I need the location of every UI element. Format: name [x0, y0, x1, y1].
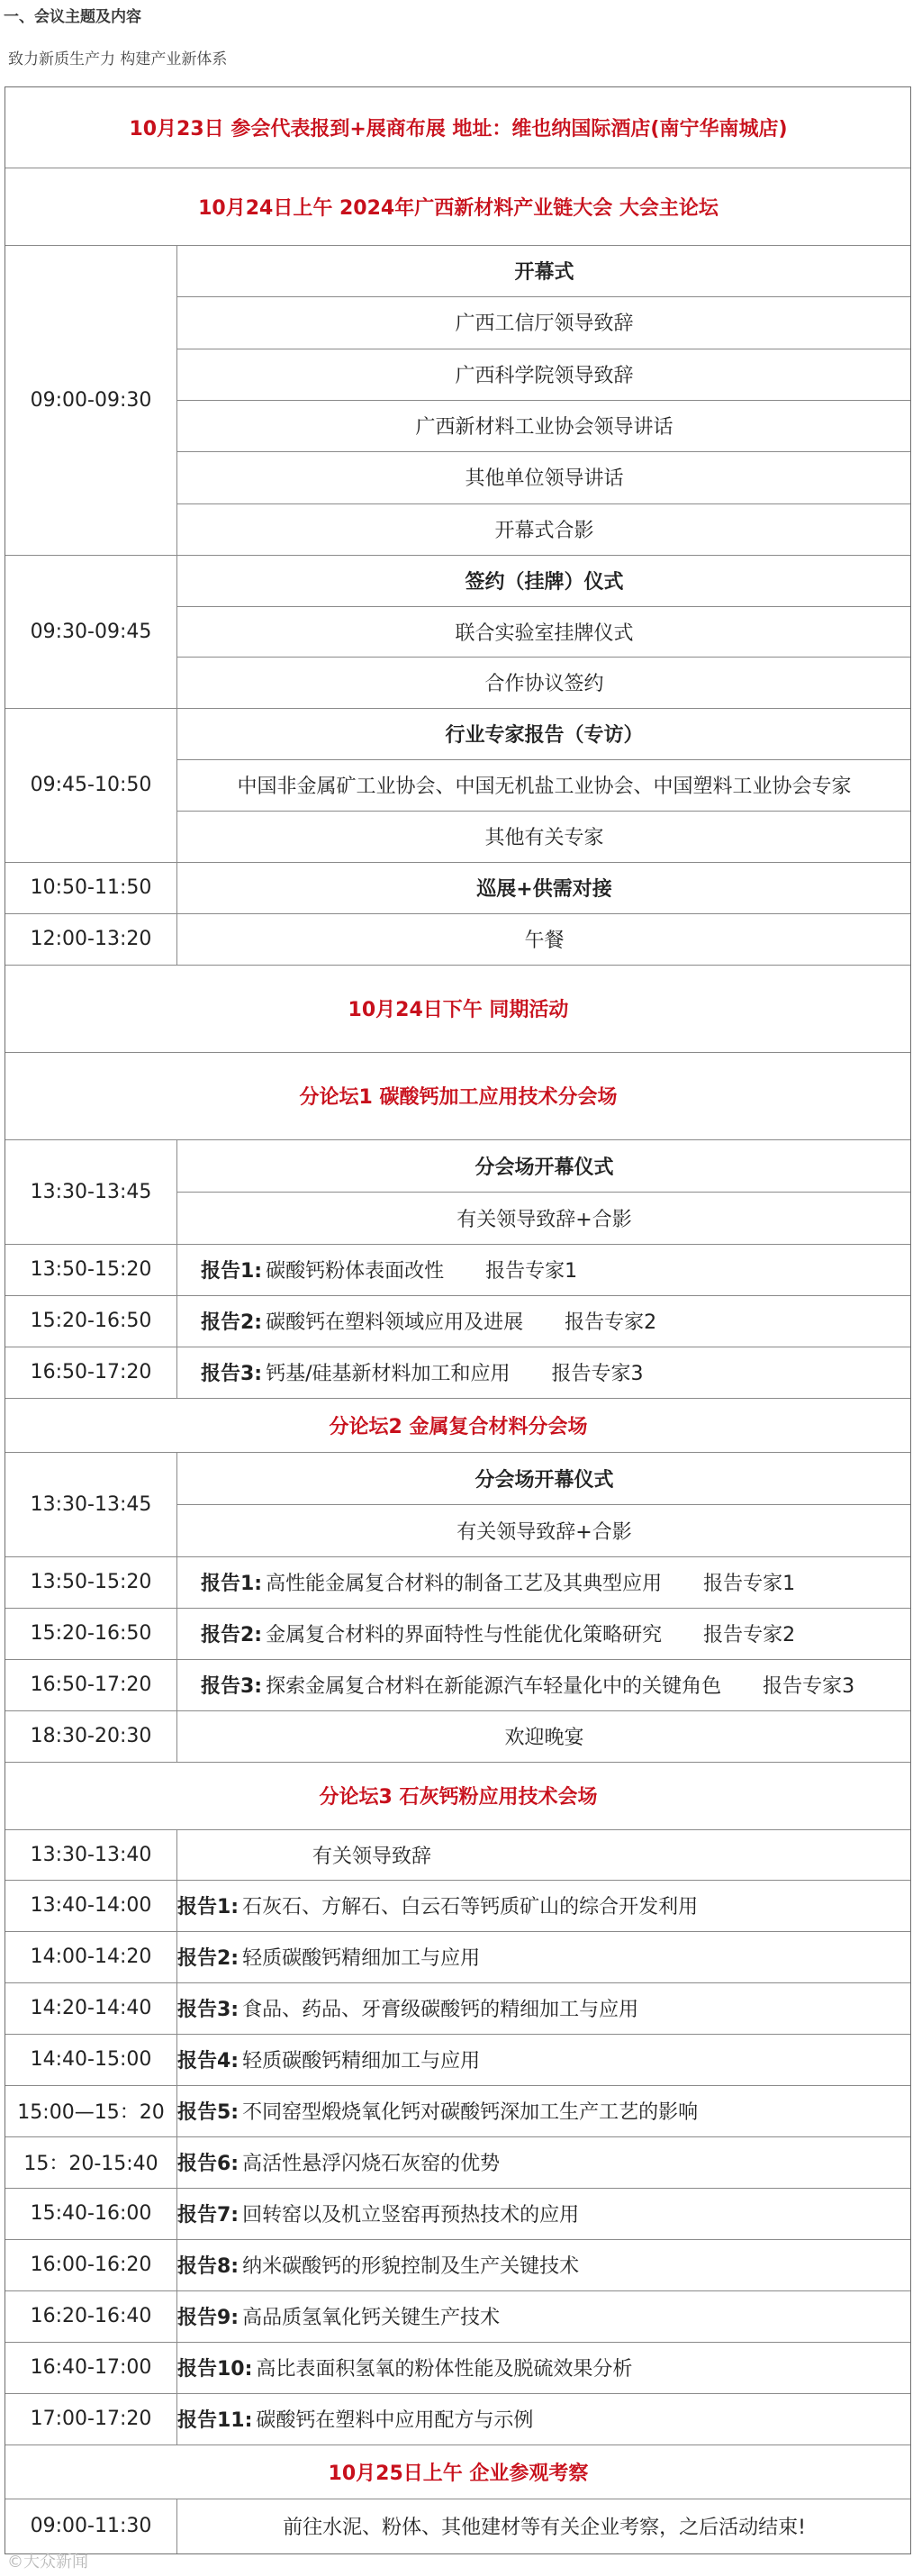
report-label: 报告2:: [201, 1624, 263, 1646]
agenda-item: 联合实验室挂牌仪式: [455, 622, 634, 645]
agenda-item: 欢迎晚宴: [504, 1727, 584, 1749]
agenda-item: 其他单位领导讲话: [465, 467, 624, 490]
watermark-text: ©大众新闻: [7, 2553, 88, 2571]
agenda-item: 有关领导致辞: [312, 1845, 432, 1868]
time-slot: 16:20-16:40: [30, 2305, 152, 2327]
agenda-item: 有关领导致辞+合影: [456, 1208, 632, 1231]
agenda-item: 广西新材料工业协会领导讲话: [415, 416, 673, 439]
report-label: 报告4:: [177, 2050, 240, 2073]
report-expert: 报告专家2: [703, 1624, 796, 1646]
section-banner: 10月23日 参会代表报到+展商布展 地址：维也纳国际酒店(南宁华南城店): [129, 117, 788, 141]
report-title: 钙基/硅基新材料加工和应用: [266, 1363, 511, 1385]
time-slot: 13:30-13:40: [30, 1843, 152, 1866]
time-slot: 16:50-17:20: [30, 1673, 152, 1696]
report-label: 报告5:: [177, 2101, 240, 2124]
time-slot: 15:20-16:50: [30, 1622, 152, 1645]
report-title: 轻质碳酸钙精细加工与应用: [242, 1947, 481, 1970]
agenda-item: 午餐: [524, 930, 565, 952]
agenda-item-title: 分会场开幕仪式: [475, 1156, 614, 1179]
agenda-item: 巡展+供需对接: [476, 878, 612, 901]
report-label: 报告1:: [201, 1260, 263, 1283]
time-slot: 14:40-15:00: [30, 2048, 152, 2071]
time-slot: 18:30-20:30: [30, 1725, 152, 1747]
report-expert: 报告专家3: [551, 1363, 644, 1385]
report-label: 报告10:: [177, 2358, 253, 2381]
report-label: 报告1:: [201, 1573, 263, 1595]
time-slot: 13:30-13:45: [30, 1180, 152, 1203]
time-slot: 12:00-13:20: [30, 928, 152, 950]
time-slot: 15:40-16:00: [30, 2202, 152, 2225]
time-slot: 13:40-14:00: [30, 1894, 152, 1917]
section-banner: 10月25日上午 企业参观考察: [328, 2462, 589, 2485]
report-title: 回转窑以及机立竖窑再预热技术的应用: [242, 2204, 580, 2227]
section-banner: 分论坛2 金属复合材料分会场: [329, 1415, 588, 1438]
theme-subtitle: 致力新质生产力 构建产业新体系: [8, 50, 228, 68]
report-label: 报告6:: [177, 2153, 240, 2175]
report-title: 高活性悬浮闪烧石灰窑的优势: [242, 2153, 501, 2175]
report-title: 碳酸钙在塑料中应用配方与示例: [256, 2409, 534, 2432]
report-title: 高比表面积氢氧的粉体性能及脱硫效果分析: [256, 2358, 633, 2381]
time-slot: 13:30-13:45: [30, 1492, 152, 1516]
report-title: 探索金属复合材料在新能源汽车轻量化中的关键角色: [266, 1675, 722, 1698]
report-label: 报告2:: [177, 1947, 240, 1970]
agenda-item-title: 行业专家报告（专访）: [445, 724, 644, 747]
time-slot: 17:00-17:20: [30, 2408, 152, 2430]
report-label: 报告1:: [177, 1896, 240, 1918]
time-slot: 15:00—15：20: [17, 2101, 165, 2124]
report-title: 碳酸钙粉体表面改性: [266, 1260, 445, 1283]
report-expert: 报告专家3: [763, 1675, 855, 1698]
agenda-item: 合作协议签约: [484, 673, 604, 695]
time-slot: 13:50-15:20: [30, 1258, 152, 1281]
report-title: 不同窑型煅烧氧化钙对碳酸钙深加工生产工艺的影响: [242, 2101, 699, 2124]
time-slot: 16:40-17:00: [30, 2356, 152, 2379]
time-slot: 14:00-14:20: [30, 1946, 152, 1968]
table-frame: [5, 86, 911, 2554]
report-title: 碳酸钙在塑料领域应用及进展: [266, 1311, 524, 1334]
time-slot: 16:00-16:20: [30, 2254, 152, 2276]
report-label: 报告11:: [177, 2409, 253, 2432]
time-slot: 15：20-15:40: [23, 2153, 158, 2175]
time-slot: 09:00-11:30: [30, 2515, 152, 2537]
time-slot: 13:50-15:20: [30, 1571, 152, 1593]
time-slot: 10:50-11:50: [30, 876, 152, 899]
section-banner: 分论坛1 碳酸钙加工应用技术分会场: [299, 1086, 618, 1109]
agenda-item: 前往水泥、粉体、其他建材等有关企业考察，之后活动结束!: [283, 2517, 806, 2539]
agenda-item: 广西科学院领导致辞: [455, 365, 634, 387]
report-label: 报告3:: [177, 1999, 240, 2021]
agenda-item: 广西工信厅领导致辞: [455, 313, 634, 335]
agenda-item: 有关领导致辞+合影: [456, 1520, 632, 1544]
agenda-item: 其他有关专家: [484, 827, 604, 849]
agenda-item: 开幕式合影: [494, 520, 594, 542]
section-banner: 10月24日下午 同期活动: [348, 999, 569, 1021]
time-slot: 09:45-10:50: [30, 774, 152, 796]
section-heading: 一、会议主题及内容: [4, 8, 141, 26]
time-slot: 15:20-16:50: [30, 1310, 152, 1332]
section-banner: 10月24日上午 2024年广西新材料产业链大会 大会主论坛: [198, 196, 719, 220]
time-slot: 09:30-09:45: [30, 620, 152, 643]
report-title: 高品质氢氧化钙关键生产技术: [242, 2307, 501, 2329]
report-label: 报告8:: [177, 2255, 240, 2278]
report-label: 报告7:: [177, 2204, 240, 2227]
report-title: 金属复合材料的界面特性与性能优化策略研究: [266, 1624, 663, 1646]
time-slot: 16:50-17:20: [30, 1361, 152, 1383]
report-expert: 报告专家1: [703, 1573, 796, 1595]
report-label: 报告2:: [201, 1311, 263, 1334]
report-label: 报告3:: [201, 1675, 263, 1698]
report-title: 高性能金属复合材料的制备工艺及其典型应用: [266, 1573, 663, 1595]
section-banner: 分论坛3 石灰钙粉应用技术会场: [319, 1786, 598, 1809]
agenda-item-title: 签约（挂牌）仪式: [465, 571, 624, 594]
agenda-item-title: 分会场开幕仪式: [475, 1468, 614, 1492]
report-title: 食品、药品、牙膏级碳酸钙的精细加工与应用: [242, 1999, 639, 2021]
report-title: 纳米碳酸钙的形貌控制及生产关键技术: [242, 2255, 580, 2278]
agenda-item-title: 开幕式: [514, 261, 574, 284]
report-title: 轻质碳酸钙精细加工与应用: [242, 2050, 481, 2073]
report-label: 报告9:: [177, 2307, 240, 2329]
agenda-item: 中国非金属矿工业协会、中国无机盐工业协会、中国塑料工业协会专家: [237, 776, 852, 798]
report-expert: 报告专家2: [565, 1311, 657, 1334]
report-expert: 报告专家1: [485, 1260, 578, 1283]
time-slot: 14:20-14:40: [30, 1997, 152, 2019]
time-slot: 09:00-09:30: [30, 388, 152, 412]
report-label: 报告3:: [201, 1363, 263, 1385]
report-title: 石灰石、方解石、白云石等钙质矿山的综合开发利用: [242, 1896, 699, 1918]
